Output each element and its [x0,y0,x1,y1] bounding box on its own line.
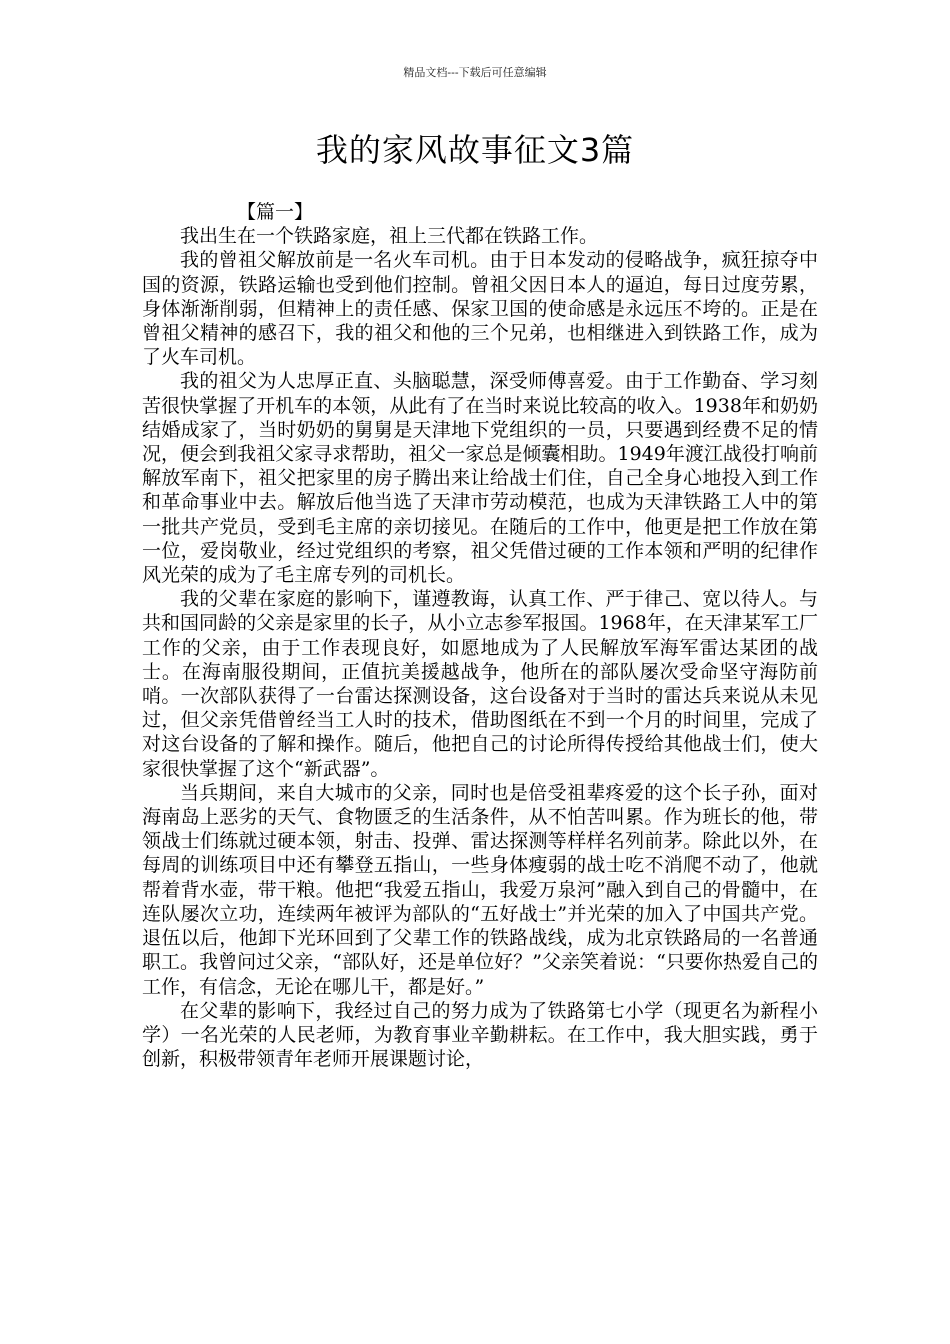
paragraph: 我的曾祖父解放前是一名火车司机。由于日本发动的侵略战争，疯狂掠夺中国的资源，铁路运输也受到他们控制。曾祖父因日本人的逼迫，每日过度劳累，身体渐渐削弱，但精神上的责任感、保家卫国的使命感是永远压不垮的。正是在曾祖父精神的感召下，我的祖父和他的三个兄弟，也相继进入到铁路工作，成为了火车司机。 [142,249,818,369]
paragraph: 当兵期间，来自大城市的父亲，同时也是倍受祖辈疼爱的这个长子孙，面对海南岛上恶劣的天气、食物匮乏的生活条件，从不怕苦叫累。作为班长的他，带领战士们练就过硬本领，射击、投弹、雷达探测等样样名列前茅。除此以外，在每周的训练项目中还有攀登五指山，一些身体瘦弱的战士吃不消爬不动了，他就帮着背水壶，带干粮。他把“我爱五指山，我爱万泉河”融入到自己的骨髓中，在连队屡次立功，连续两年被评为部队的“五好战士”并光荣的加入了中国共产党。退伍以后，他卸下光环回到了父辈工作的铁路战线，成为北京铁路局的一名普通职工。我曾问过父亲，“部队好，还是单位好？”父亲笑着说：“只要你热爱自己的工作，有信念，无论在哪儿干，都是好。” [142,781,818,998]
document-title: 我的家风故事征文3篇 [315,131,635,169]
paragraph: 我的祖父为人忠厚正直、头脑聪慧，深受师傅喜爱。由于工作勤奋、学习刻苦很快掌握了开机车的本领，从此有了在当时来说比较高的收入。1938年和奶奶结婚成家了，当时奶奶的舅舅是天津地下党组织的一员，只要遇到经费不足的情况，便会到我祖父家寻求帮助，祖父一家总是倾囊相助。1949年渡江战役打响前解放军南下，祖父把家里的房子腾出来让给战士们住，自己全身心地投入到工作和革命事业中去。解放后他当选了天津市劳动模范，也成为天津铁路工人中的第一批共产党员，受到毛主席的亲切接见。在随后的工作中，他更是把工作放在第一位，爱岗敬业，经过党组织的考察，祖父凭借过硬的工作本领和严明的纪律作风光荣的成为了毛主席专列的司机长。 [142,370,818,587]
paragraph: 我出生在一个铁路家庭，祖上三代都在铁路工作。 [180,225,599,248]
document-body [142,200,818,1071]
section-heading: 【篇一】 [237,201,314,223]
paragraph: 我的父辈在家庭的影响下，谨遵教诲，认真工作、严于律己、宽以待人。与共和国同龄的父亲是家里的长子，从小立志参军报国。1968年，在天津某军工厂工作的父亲，由于工作表现良好，如愿地成为了人民解放军海军雷达某团的战士。在海南服役期间，正值抗美援越战争，他所在的部队屡次受命坚守海防前哨。一次部队获得了一台雷达探测设备，这台设备对于当时的雷达兵来说从未见过，但父亲凭借曾经当工人时的技术，借助图纸在不到一个月的时间里，完成了对这台设备的了解和操作。随后，他把自己的讨论所得传授给其他战士们，使大家很快掌握了这个“新武器”。 [142,588,818,780]
paragraph: 在父辈的影响下，我经过自己的努力成为了铁路第七小学（现更名为新程小学）一名光荣的人民老师，为教育事业辛勤耕耘。在工作中，我大胆实践，勇于创新，积极带领青年老师开展课题讨论， [142,999,818,1071]
header-note: 精品文档---下载后可任意编辑 [403,66,547,79]
